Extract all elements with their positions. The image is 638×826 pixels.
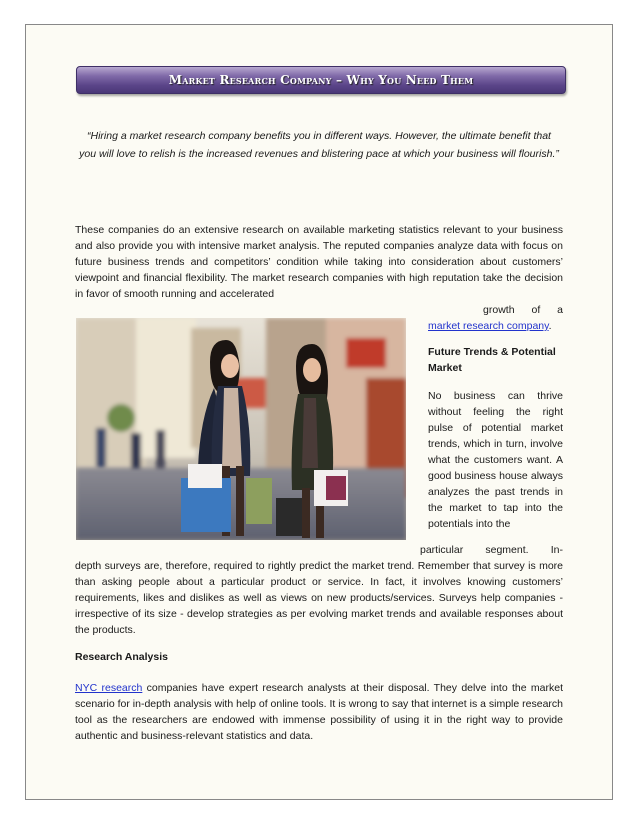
- pull-quote: “Hiring a market research company benefits you in different ways. However, the ultimate benefit that you will love to relish is the increased revenues and blistering pace at which your business will flourish.”: [79, 130, 559, 160]
- intro-paragraph: These companies do an extensive research on available marketing statistics relevant to your business and also provide you with intensive market analysis. The reputed companies analyze data with focus on future business trends and competitors’ condition while taking into consideration about customers’ viewpoint and financial flexibility. The market research companies with high reputation take the decision in favor of smooth running and accelerated: [75, 224, 563, 300]
- link-period: .: [548, 320, 552, 332]
- shopping-women-image: [76, 318, 406, 540]
- research-analysis-heading: Research Analysis: [75, 651, 168, 663]
- surveys-paragraph: depth surveys are, therefore, required to rightly predict the market trend. Remember that survey is more than asking people about a particular product or service. In fact, it involves knowing customers’ requirements, likes and dislikes as well as views on new products/services. Surveys help companies - irrespective of its size - develop strategies as per evolving market trends and available responses about the products.: [75, 560, 563, 636]
- shopping-photo: [76, 318, 406, 540]
- intro-tail: [420, 302, 563, 318]
- research-analysis-text: companies have expert research analysts at their disposal. They delve into the market scenario for in-depth analysis with help of online tools. It is wrong to say that internet is a simple research tool as the researchers are endowed with immense possibility of using it in the right way to provide authentic and business-relevant statistics and data.: [75, 682, 563, 742]
- sidebar-continuation: particular segment. In-: [420, 544, 563, 556]
- intro-tail-text: growth of a: [483, 304, 563, 316]
- sidebar-body: No business can thrive without feeling the right pulse of potential market trends, which in turn, involve what the customers want. A good business house always analyzes the past trends in the market to tap into the potentials into the: [428, 390, 563, 530]
- sidebar-link-line: [428, 318, 563, 334]
- sidebar-heading: Future Trends & Potential Market: [428, 346, 556, 374]
- page-title: Market Research Company – Why You Need Them: [168, 73, 474, 87]
- nyc-research-link[interactable]: NYC research: [75, 682, 143, 694]
- research-analysis-paragraph: [75, 680, 563, 744]
- market-research-company-link[interactable]: market research company: [428, 320, 549, 332]
- title-banner: [76, 66, 566, 94]
- sidebar-column: [428, 318, 563, 532]
